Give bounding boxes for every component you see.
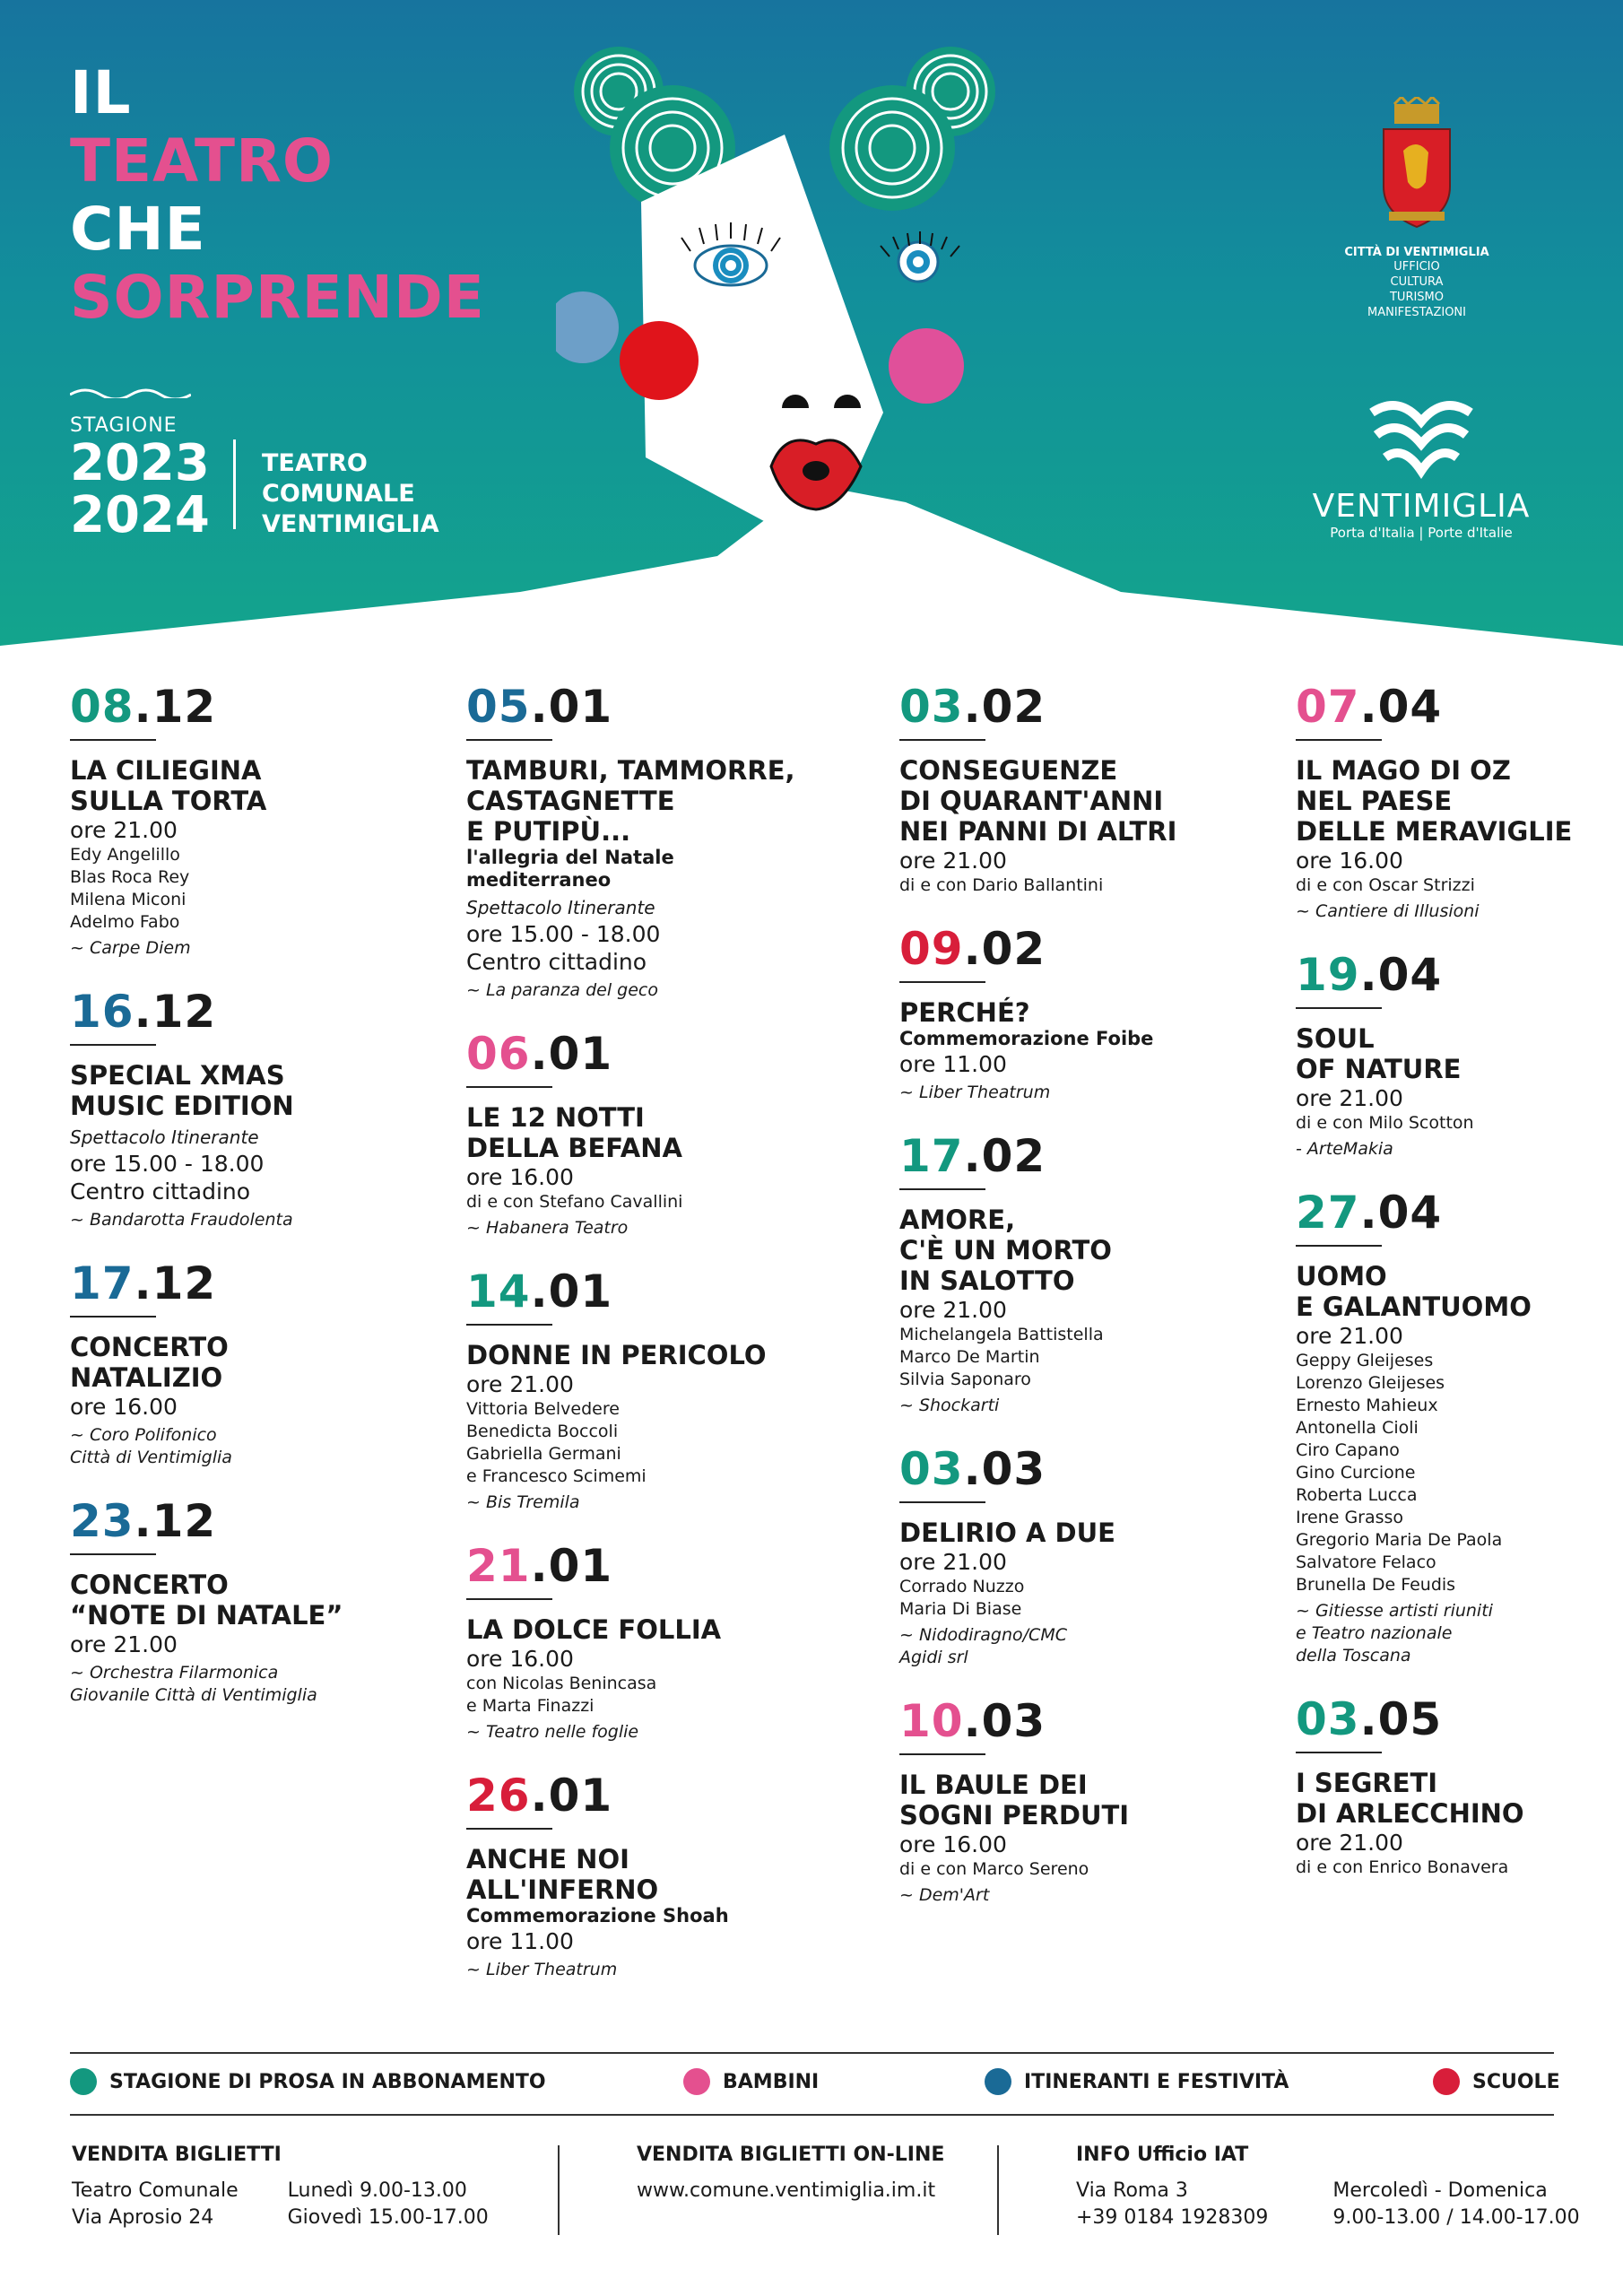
event-month: .01 [530,1540,613,1592]
event-day: 17 [70,1257,135,1309]
city-name: CITTÀ DI VENTIMIGLIA [1344,246,1489,259]
event-day: 19 [1296,949,1360,1001]
event-company: ~ Cantiere di Illusioni [1296,901,1480,921]
event-date [70,987,429,1037]
coat-of-arms-icon [1376,97,1457,231]
legend-divider [70,2114,1554,2116]
event-title: SOUL [1296,1023,1375,1054]
legend-label: BAMBINI [723,2070,820,2093]
city-office-line: UFFICIO [1393,260,1440,274]
event-cast: Antonella Cioli [1296,1418,1419,1438]
event-cast: Gabriella Germani [466,1444,621,1464]
event-format: Spettacolo Itinerante [466,897,655,918]
box-office-heading: VENDITA BIGLIETTI [72,2144,282,2166]
event-date [466,1266,861,1317]
event-date [70,1258,429,1309]
box-office-address: Via Aprosio 24 [72,2206,214,2229]
event-title: TAMBURI, TAMMORRE, [466,755,795,786]
box-office-hours: Giovedì 15.00-17.00 [287,2206,489,2229]
event-cast: Benedicta Boccoli [466,1422,619,1441]
event-title: IL MAGO DI OZ [1296,755,1511,786]
event-title: “NOTE DI NATALE” [70,1600,343,1631]
event-month: .12 [134,1495,217,1547]
event-title: NATALIZIO [70,1362,223,1393]
events-column [899,682,1276,1934]
city-office-line: CULTURA [1390,275,1444,289]
event-title: MUSIC EDITION [70,1091,294,1121]
online-sales-heading: VENDITA BIGLIETTI ON-LINE [637,2144,945,2166]
event-time: ore 21.00 [466,1371,574,1397]
event-cast: Marco De Martin [899,1347,1040,1367]
iat-days: Mercoledì - Domenica [1332,2179,1548,2202]
event-company: ~ Shockarti [899,1396,1000,1415]
event-cast: di e con Oscar Strizzi [1296,875,1475,895]
event-day: 05 [466,681,531,733]
event-day: 08 [70,681,135,733]
iat-phone: +39 0184 1928309 [1076,2206,1269,2229]
date-underline [466,739,552,741]
event-date [466,682,861,732]
event-time: ore 11.00 [466,1928,574,1954]
event-card [70,1258,429,1469]
event-cast: Geppy Gleijeses [1296,1351,1434,1370]
date-underline [899,981,985,983]
event-title: SULLA TORTA [70,786,267,816]
event-time: ore 16.00 [899,1831,1007,1857]
event-company: ~ La paranza del geco [466,980,658,1000]
box-office-place: Teatro Comunale [72,2179,239,2202]
event-day: 21 [466,1540,531,1592]
brand-name: VENTIMIGLIA [1312,488,1531,525]
event-month: .05 [1359,1693,1443,1745]
online-sales-info [637,2142,944,2205]
event-month: .12 [134,681,217,733]
events-column [70,682,429,1734]
event-cast: Gino Curcione [1296,1463,1416,1483]
event-cast: Ernesto Mahieux [1296,1396,1438,1415]
events-column [1296,682,1601,1906]
event-title: DELIRIO A DUE [899,1518,1115,1548]
event-company: ~ Carpe Diem [70,938,191,958]
event-cast: Milena Miconi [70,890,187,909]
event-title: SPECIAL XMAS [70,1060,285,1091]
event-title: LA DOLCE FOLLIA [466,1614,722,1645]
event-cast: Gregorio Maria De Paola [1296,1530,1503,1550]
event-company: Agidi srl [899,1648,968,1667]
date-underline [1296,1752,1382,1753]
event-card [70,987,429,1231]
event-title: UOMO [1296,1261,1387,1292]
event-date [1296,1694,1601,1744]
iat-hours: 9.00-13.00 / 14.00-17.00 [1332,2206,1580,2229]
event-title: AMORE, [899,1205,1016,1235]
event-card [899,682,1276,897]
event-day: 10 [899,1695,964,1747]
event-month: .02 [963,1130,1046,1182]
legend-divider [70,2052,1554,2054]
event-day: 03 [899,681,964,733]
event-time: ore 15.00 - 18.00 [70,1151,265,1177]
box-office-hours: Lunedì 9.00-13.00 [287,2179,467,2202]
event-cast: Ciro Capano [1296,1440,1400,1460]
event-time: ore 16.00 [466,1164,574,1190]
event-time: ore 16.00 [1296,848,1403,874]
event-title: LE 12 NOTTI [466,1102,645,1133]
event-month: .02 [963,923,1046,975]
event-cast: di e con Stefano Cavallini [466,1192,683,1212]
event-title: C'È UN MORTO [899,1235,1112,1265]
event-title: DELLE MERAVIGLIE [1296,816,1573,847]
season-label: STAGIONE [70,414,178,437]
online-sales-link[interactable]: www.comune.ventimiglia.im.it [637,2179,936,2202]
event-date [70,1496,429,1546]
wave-icon [70,386,191,398]
event-title: DI QUARANT'ANNI [899,786,1164,816]
event-time: ore 21.00 [899,1549,1007,1575]
event-day: 17 [899,1130,964,1182]
event-cast: con Nicolas Benincasa [466,1674,657,1693]
event-time: ore 21.00 [899,848,1007,874]
footer-divider [997,2145,999,2235]
event-month: .03 [963,1695,1046,1747]
event-day: 16 [70,986,135,1038]
event-time: ore 16.00 [70,1394,178,1420]
event-date [899,924,1276,974]
event-title: IN SALOTTO [899,1265,1075,1296]
event-company: ~ Teatro nelle foglie [466,1722,639,1742]
event-card [70,1496,429,1707]
legend-dot-icon [985,2068,1011,2095]
event-cast: di e con Enrico Bonavera [1296,1857,1509,1877]
eye-icon [881,231,959,282]
event-title: E PUTIPÙ... [466,816,631,847]
event-company: - ArteMakia [1296,1139,1393,1159]
event-day: 09 [899,923,964,975]
event-cast: Blas Roca Rey [70,867,190,887]
event-card [466,1770,861,1981]
event-cast: Roberta Lucca [1296,1485,1418,1505]
event-date [1296,682,1601,732]
event-date [466,1541,861,1591]
event-company: della Toscana [1296,1646,1411,1665]
event-day: 06 [466,1028,531,1080]
event-company: Città di Ventimiglia [70,1448,232,1467]
event-day: 03 [899,1443,964,1495]
event-time: ore 15.00 - 18.00 [466,921,661,947]
iat-heading: INFO Ufficio IAT [1076,2144,1249,2166]
event-cast: di e con Dario Ballantini [899,875,1104,895]
event-title: NEI PANNI DI ALTRI [899,816,1177,847]
date-underline [466,1598,552,1600]
event-card [70,682,429,960]
event-cast: Vittoria Belvedere [466,1399,620,1419]
event-title: NEL PAESE [1296,786,1453,816]
event-company: ~ Dem'Art [899,1885,990,1905]
date-underline [1296,1007,1382,1009]
event-day: 23 [70,1495,135,1547]
date-underline [899,1753,985,1755]
event-title: DI ARLECCHINO [1296,1798,1524,1829]
event-company: ~ Liber Theatrum [466,1960,618,1979]
event-company: ~ Liber Theatrum [899,1083,1051,1102]
event-subtitle: l'allegria del Natale [466,847,674,868]
date-underline [466,1828,552,1830]
brand-tagline: Porta d'Italia | Porte d'Italie [1330,525,1513,541]
footer-divider [558,2145,560,2235]
event-title: E GALANTUOMO [1296,1292,1532,1322]
event-day: 07 [1296,681,1360,733]
poster-title: IL TEATRO CHE SORPRENDE [70,58,485,332]
city-crest [1327,97,1506,320]
event-company: ~ Orchestra Filarmonica [70,1663,279,1683]
event-time: ore 21.00 [1296,1085,1403,1111]
event-card [899,1444,1276,1669]
date-underline [899,1501,985,1503]
event-card [899,1696,1276,1907]
event-month: .01 [530,681,613,733]
waves-logo-icon [1363,395,1480,484]
event-day: 03 [1296,1693,1360,1745]
event-cast: e Marta Finazzi [466,1696,595,1716]
event-card [1296,1694,1601,1879]
event-cast: di e con Milo Scotton [1296,1113,1474,1133]
date-underline [1296,1245,1382,1247]
event-company: ~ Bandarotta Fraudolenta [70,1210,293,1230]
event-date [466,1770,861,1821]
event-month: .02 [963,681,1046,733]
date-underline [70,1044,156,1046]
event-time: ore 16.00 [466,1646,574,1672]
event-time: ore 21.00 [70,817,178,843]
event-date [1296,950,1601,1000]
event-card [899,1131,1276,1417]
city-office-line: TURISMO [1389,291,1445,304]
event-month: .04 [1359,1187,1443,1239]
event-cast: Brunella De Feudis [1296,1575,1456,1595]
event-company: ~ Habanera Teatro [466,1218,629,1238]
event-date [466,1029,861,1079]
event-date [899,1696,1276,1746]
event-cast: e Francesco Scimemi [466,1466,647,1486]
event-time: ore 21.00 [70,1631,178,1657]
event-company: ~ Coro Polifonico [70,1425,217,1445]
header-divider [233,439,236,529]
event-time: ore 21.00 [1296,1830,1403,1856]
event-day: 14 [466,1265,531,1318]
event-place: Centro cittadino [70,1178,251,1205]
event-subtitle: mediterraneo [466,869,612,891]
event-cast: Adelmo Fabo [70,912,180,932]
legend-dot-icon [1433,2068,1460,2095]
event-card [899,924,1276,1104]
event-title: CONCERTO [70,1332,229,1362]
event-company: ~ Bis Tremila [466,1492,580,1512]
event-date [899,1444,1276,1494]
event-title: ALL'INFERNO [466,1874,659,1905]
date-underline [899,1188,985,1190]
city-office-line: MANIFESTAZIONI [1367,306,1466,319]
iat-address: Via Roma 3 [1076,2179,1188,2202]
event-time: ore 21.00 [899,1297,1007,1323]
event-month: .12 [134,986,217,1038]
event-place: Centro cittadino [466,949,647,975]
event-time: ore 21.00 [1296,1323,1403,1349]
box-office-info [72,2142,489,2231]
event-time: ore 11.00 [899,1051,1007,1077]
event-title: SOGNI PERDUTI [899,1800,1130,1831]
event-title: CONCERTO [70,1570,229,1600]
event-cast: Lorenzo Gleijeses [1296,1373,1445,1393]
date-underline [70,1553,156,1555]
event-month: .12 [134,1257,217,1309]
legend-item [1433,2068,1560,2095]
legend-dot-icon [683,2068,710,2095]
legend-item [70,2068,546,2095]
event-month: .03 [963,1443,1046,1495]
event-cast: Corrado Nuzzo [899,1577,1025,1596]
face-illustration [556,36,1004,574]
event-company: ~ Gitiesse artisti riuniti [1296,1601,1493,1621]
event-title: DELLA BEFANA [466,1133,682,1163]
date-underline [70,1316,156,1318]
legend-dot-icon [70,2068,97,2095]
event-subtitle: Commemorazione Foibe [899,1028,1154,1049]
venue-name: TEATRO COMUNALE VENTIMIGLIA [262,449,439,538]
event-card [1296,1187,1601,1667]
event-title: IL BAULE DEI [899,1770,1088,1800]
season-years: 2023 2024 [70,434,210,544]
legend-label: SCUOLE [1472,2070,1560,2093]
event-card [466,1266,861,1514]
event-subtitle: Commemorazione Shoah [466,1905,729,1926]
event-date [70,682,429,732]
event-day: 26 [466,1770,531,1822]
event-cast: Irene Grasso [1296,1508,1404,1527]
event-card [1296,950,1601,1161]
event-date [899,1131,1276,1181]
event-cast: Silvia Saponaro [899,1370,1031,1389]
date-underline [466,1086,552,1088]
event-cast: Michelangela Battistella [899,1325,1104,1344]
legend-item [683,2068,819,2095]
event-cast: Edy Angelillo [70,845,180,865]
ventimiglia-logo [1305,395,1538,541]
event-month: .04 [1359,949,1443,1001]
event-month: .04 [1359,681,1443,733]
event-card [466,1029,861,1239]
date-underline [1296,739,1382,741]
event-company: Giovanile Città di Ventimiglia [70,1685,317,1705]
event-title: DONNE IN PERICOLO [466,1340,767,1370]
iat-info [1076,2142,1580,2231]
event-title: LA CILIEGINA [70,755,262,786]
event-title: I SEGRETI [1296,1768,1438,1798]
event-card [1296,682,1601,923]
event-title: CASTAGNETTE [466,786,675,816]
event-date [899,682,1276,732]
events-column [466,682,861,2008]
event-cast: Salvatore Felaco [1296,1552,1436,1572]
legend-label: ITINERANTI E FESTIVITÀ [1024,2070,1289,2093]
event-title: PERCHÉ? [899,997,1030,1028]
event-card [466,1541,861,1744]
event-card [466,682,861,1002]
right-ring-icon [829,47,995,211]
event-month: .01 [530,1770,613,1822]
date-underline [70,739,156,741]
event-company: ~ Nidodiragno/CMC [899,1625,1067,1645]
event-title: OF NATURE [1296,1054,1462,1084]
event-title: CONSEGUENZE [899,755,1118,786]
legend-item [985,2068,1289,2095]
event-cast: Maria Di Biase [899,1599,1022,1619]
date-underline [899,739,985,741]
event-month: .01 [530,1265,613,1318]
date-underline [466,1324,552,1326]
event-day: 27 [1296,1187,1360,1239]
event-format: Spettacolo Itinerante [70,1126,259,1148]
event-company: e Teatro nazionale [1296,1623,1453,1643]
legend-label: STAGIONE DI PROSA IN ABBONAMENTO [109,2070,546,2093]
event-cast: di e con Marco Sereno [899,1859,1089,1879]
event-month: .01 [530,1028,613,1080]
event-title: ANCHE NOI [466,1844,629,1874]
event-date [1296,1187,1601,1238]
